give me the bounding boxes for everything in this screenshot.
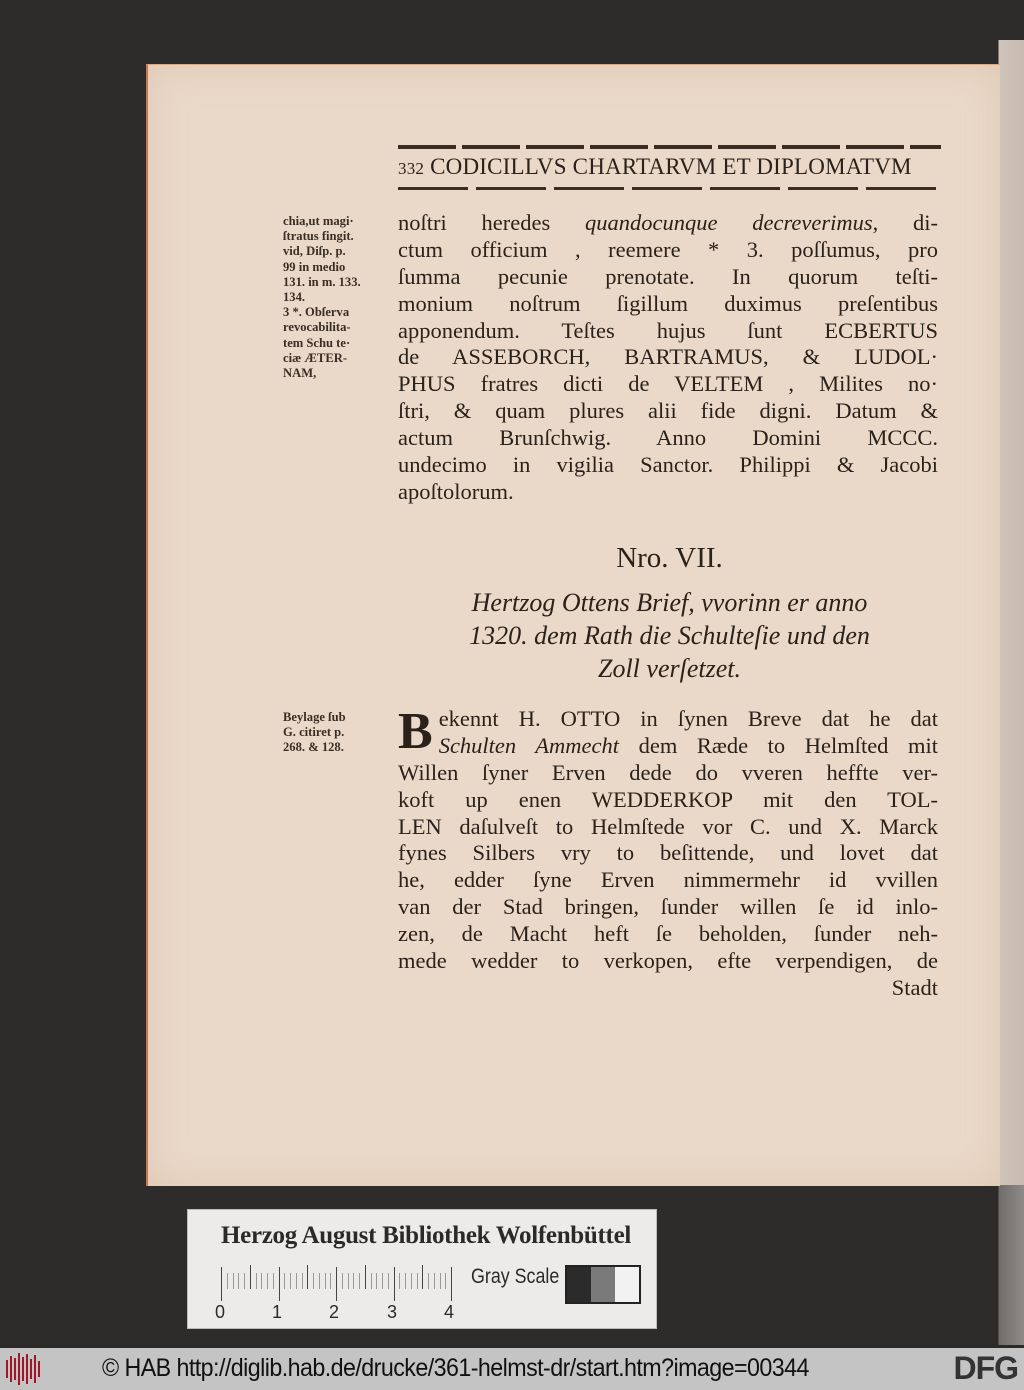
italic-span: Schulten Ammecht [438,732,620,758]
ruler-tick [388,1273,389,1289]
margin-line: 134. [283,290,306,305]
ruler-tick [233,1273,234,1289]
body-text-top [398,210,938,506]
ruler-tick [451,1267,452,1301]
ruler-tick [376,1273,377,1289]
margin-line: G. citiret p. [283,725,345,740]
text-line: undecimo in vigilia Sanctor. Philippi & Jacobi [398,452,938,478]
text-line: van der Stad bringen, ſunder willen ſe id inlo- [398,894,938,920]
color-reference-card [187,1209,657,1329]
subtitle-line: 1320. dem Rath die Schulteſie und den [469,621,870,650]
glass-clamp-strip [996,40,1024,1345]
margin-line: tem Schu te· [283,335,351,350]
margin-line: revocabilita- [283,320,351,335]
section-title: Nro. VII. [616,542,723,574]
text-line: he, edder ſyne Erven nimmermehr id vvillen [398,867,938,893]
ruler-label: 3 [387,1302,398,1322]
glass-clamp-strip-lower [996,1185,1024,1345]
ruler-tick [428,1273,429,1289]
hab-logo-icon [6,1352,46,1386]
running-head-text [398,153,941,183]
ruler-tick [250,1265,251,1289]
running-head-title: CODICILLVS CHARTARVM ET DIPLOMATVM [430,154,912,179]
ruler-tick [336,1267,337,1301]
text-line: ſumma pecunie prenotate. In quorum teſti- [398,263,938,289]
ruler-label: 4 [444,1302,455,1322]
page-number: 332 [398,159,425,178]
margin-line: Beylage ſub [283,710,346,724]
margin-line: ſtratus fingit. [283,229,354,244]
ruler-tick [221,1267,222,1301]
text-line: de ASSEBORCH, BARTRAMUS, & LUDOL· [398,344,938,370]
text-line: fynes Silbers vry to beſittende, und lovet dat [398,840,938,866]
text-line: apoſtolorum. [398,478,514,504]
margin-line: chia,ut magi· [283,214,354,228]
margin-line: ciæ ÆTER- [283,350,348,365]
text-line: ſtri, & quam plures alii fide digni. Datum & [398,398,938,424]
ruler-tick [267,1273,268,1289]
ruler-tick [238,1273,239,1289]
italic-span: quandocunque decreverimus [585,210,873,235]
copyright-url: © HAB http://diglib.hab.de/drucke/361-helmst-dr/start.htm?image=00344 [102,1354,809,1382]
swatch-mid [591,1267,615,1302]
institution-name: Herzog August Bibliothek Wolfenbüttel [221,1222,632,1249]
catchword: Stadt [891,974,938,1000]
ruler-scale [221,1267,456,1301]
ruler-tick [256,1273,257,1289]
body-text-bottom [398,703,938,1002]
ruler-tick [284,1273,285,1289]
drop-cap: B [398,703,433,760]
gray-scale-label: Gray Scale [471,1265,560,1288]
ruler-tick [261,1273,262,1289]
text-line [398,210,938,237]
text-span: dem Ræde to Helmſted mit [619,732,938,758]
ruler-tick [244,1273,245,1289]
text-span: , di- [872,210,938,235]
running-head [398,145,941,190]
text-line: mede wedder to verkopen, efte verpendigen, de [398,948,938,974]
ruler-tick [422,1265,423,1289]
footer-bar [0,1348,1024,1390]
margin-note-1 [283,214,395,381]
ruler-tick [411,1273,412,1289]
text-line: apponendum. Teſtes hujus ſunt ECBERTUS [398,317,938,343]
ruler-tick [227,1273,228,1289]
ruler-tick [313,1273,314,1289]
ruler-tick [405,1273,406,1289]
text-line: koft up enen WEDDERKOP mit den TOL- [398,786,938,812]
dfg-logo: DFG [953,1350,1018,1386]
text-line: monium noſtrum ſigillum duximus preſentibus [398,290,938,316]
text-line: Willen ſyner Erven dede do vveren heffte ver- [398,759,938,785]
ruler-tick [445,1273,446,1289]
gray-scale-swatches [565,1265,641,1304]
text-line: LEN daſulveſt to Helmſtede vor C. und X. Marck [398,813,938,839]
subtitle-line: Hertzog Ottens Brief, vvorinn er anno [471,588,868,617]
top-rule [398,145,941,149]
ruler-tick [307,1265,308,1289]
margin-line: 3 *. Obſerva [283,305,350,320]
swatch-dark [567,1267,591,1302]
margin-line: 268. & 128. [283,740,344,755]
ruler-tick [342,1273,343,1289]
margin-line: 99 in medio [283,259,346,274]
margin-note-2 [283,710,395,756]
ruler-tick [365,1265,366,1289]
ruler-tick [279,1267,280,1301]
text-line: zen, de Macht heft ſe beholden, ſunder neh- [398,921,938,947]
ruler-tick [330,1273,331,1289]
ruler-tick [394,1267,395,1301]
text-line: actum Brunſchwig. Anno Domini MCCC. [398,425,938,451]
ruler-tick [325,1273,326,1289]
ruler-tick [382,1273,383,1289]
ruler-tick [302,1273,303,1289]
text-line: PHUS fratres dicti de VELTEM , Milites no· [398,371,938,397]
ruler-tick [348,1273,349,1289]
margin-line: vid, Diſp. p. [283,244,346,259]
text-line: ekennt H. OTTO in ſynen Breve dat he dat [438,706,938,731]
margin-line: NAM, [283,366,317,381]
ruler-tick [440,1273,441,1289]
text-span: noſtri heredes [398,210,585,235]
section-subtitle [398,586,941,685]
ruler-tick [417,1273,418,1289]
ruler-tick [273,1273,274,1289]
ruler-labels [213,1302,473,1322]
ruler-tick [359,1273,360,1289]
margin-line: 131. in m. 133. [283,274,361,289]
ruler-tick [371,1273,372,1289]
ruler-label: 2 [329,1302,340,1322]
text-line [398,733,938,760]
ruler-tick [434,1273,435,1289]
ruler-tick [296,1273,297,1289]
subtitle-line: Zoll verſetzet. [598,654,741,683]
ruler-tick [399,1273,400,1289]
bottom-rule [398,187,941,190]
text-line: ctum officium , reemere * 3. poſſumus, pro [398,236,938,262]
ruler-label: 1 [272,1302,283,1322]
ruler-tick [290,1273,291,1289]
ruler-tick [319,1273,320,1289]
ruler-label: 0 [215,1302,226,1322]
ruler-tick [353,1273,354,1289]
swatch-light [615,1267,639,1302]
